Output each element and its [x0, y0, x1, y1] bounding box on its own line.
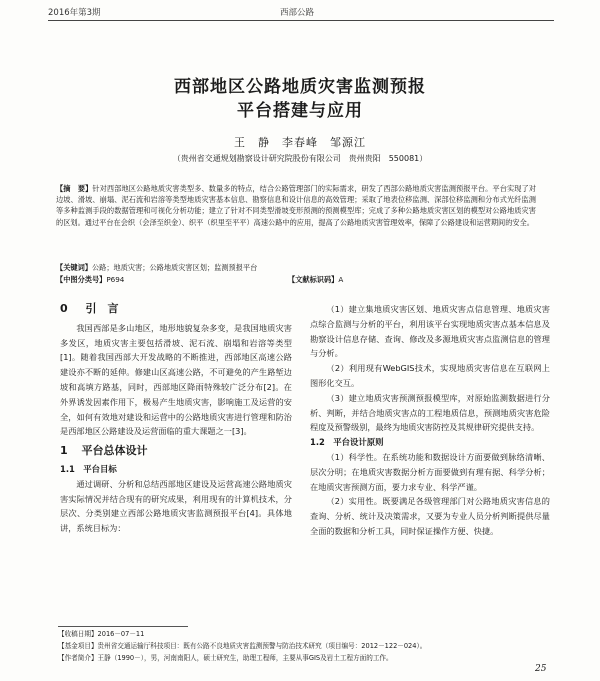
section-1-title: 平台总体设计	[81, 444, 148, 458]
clc-label: 【中图分类号】	[56, 275, 107, 284]
section-0-title: 引 言	[85, 302, 119, 315]
keywords-text: 公路；地质灾害；公路地质灾害区划；监测预报平台	[91, 263, 258, 272]
affiliation: （贵州省交通规划勘察设计研究院股份有限公司 贵州贵阳 550081）	[172, 154, 428, 163]
goal-item-2: （2）利用现有WebGIS技术，实现地质灾害信息在互联网上图形化交互。	[310, 363, 550, 388]
article-title-line1: 西部地区公路地质灾害监测预报	[174, 77, 426, 97]
page-number: 25	[535, 664, 547, 674]
header-rule	[48, 20, 554, 21]
principle-item-1: （1）科学性。在系统功能和数据设计方面要做到脉络清晰、层次分明；在地质灾害数据分析方面要做到有理有据、科学分析；在地质灾害预测方面，要力求专业、科学严谨。	[310, 451, 550, 492]
footnote-fund: 【基金项目】贵州省交通运输厅科技项目：既有公路不良地质灾害监测预警与防治技术研究（项目编号：2012－122－024）。	[58, 642, 427, 650]
classification-line	[56, 274, 536, 285]
abstract-label: 【摘 要】	[56, 184, 93, 193]
goal-item-3: （3）建立地质灾害预测预报模型库，对原始监测数据进行分析、判断，并结合地质灾害点的工程地质信息，预测地质灾害危险程度及预警级别，最终为地质灾害防控及其规律研究提供支持。	[310, 392, 550, 433]
section-1-1-paragraph: 通过调研、分析和总结西部地区建设及运营高速公路地质灾害实际情况并结合现有的研究成果，利用现有的计算机技术，分层次、分类别建立西部公路地质灾害监测预报平台[4]。具体地讲，系统目标为：	[60, 478, 292, 534]
footnote-received: 【收稿日期】2016－07－11	[58, 630, 145, 638]
intro-paragraph: 我国西部是多山地区，地形地貌复杂多变，是我国地质灾害多发区，地质灾害主要包括滑坡、泥石流、崩塌和岩溶等类型[1]。随着我国西部大开发战略的不断推进，西部地区高速公路建设亦不断的延伸。修建山区高速公路，不可避免的产生路堑边坡和高填方路基，同时，西部地区降雨特殊较广泛分布[2]。在外界诱发因素作用下，极易产生地质灾害，影响施工及运营的安全，如何有效地对建设和运营中的公路地质灾害进行管理和防治是西部地区公路建设及运营面临的重大课题之一[3]。	[60, 322, 292, 437]
section-1-2-title: 1.2 平台设计原则	[310, 437, 384, 448]
footnotes	[58, 628, 558, 664]
section-0-heading	[60, 302, 292, 317]
footnote-rule	[58, 626, 188, 627]
section-1-number: 1	[60, 444, 68, 458]
goal-item-1: （1）建立集地质灾害区划、地质灾害点信息管理、地质灾害点综合监测与分析的平台，利用该平台实现地质灾害点基本信息及勘察设计信息存储、查询、修改及多源地质灾害点监测信息的管理与分析。	[310, 304, 550, 359]
running-header-journal: 西部公路	[280, 8, 315, 18]
doc-code-value: A	[338, 275, 344, 284]
article-title-line2: 平台搭建与应用	[237, 101, 363, 121]
keywords	[56, 262, 536, 273]
principle-item-2: （2）实用性。既要满足各级管理部门对公路地质灾害信息的查询、分析、统计及决策需求，又要为专业人员分析判断提供尽量全面的数据和分析工具，同时保证操作方便、快捷。	[310, 496, 550, 536]
section-1-heading	[60, 444, 292, 459]
clc-value: P694	[106, 275, 125, 284]
running-header-issue: 2016年第3期	[48, 8, 101, 18]
doc-code-label: 【文献标识码】	[288, 275, 339, 284]
section-0-number: 0	[60, 302, 68, 315]
abstract-text: 针对西部地区公路地质灾害类型多、数量多的特点，结合公路管理部门的实际需求，研发了西部公路地质灾害监测预报平台。平台实现了对边坡、滑坡、崩塌、泥石流和岩溶等类型地质灾害基本信息、勘察信息和设计信息的高效管理；采取了地表位移监测、深部位移监测和分布式光纤监测等多种监测手段的数据管理和可视化分析功能；建立了针对不同类型滑坡变形预测的预测模型库；完成了多种公路地质灾害区划的模型对公路地质灾害的区划。通过平台在会织（会泽至织金）、织平（织里至平平）高速公路中的应用，提高了公路地质灾害管理效率，保障了公路建设和运营期间的安全。	[56, 184, 536, 227]
footnote-author-bio: 【作者简介】王静（1990－），男，河南南阳人，硕士研究生，助理工程师，主要从事GIS及岩土工程方面的工作。	[58, 654, 393, 662]
authors: 王 静 李春峰 邹源江	[234, 136, 366, 149]
keywords-label: 【关键词】	[56, 263, 92, 272]
doc-code	[288, 274, 343, 285]
abstract	[56, 183, 536, 228]
section-1-1-title: 1.1 平台目标	[60, 463, 117, 474]
left-column	[60, 302, 292, 536]
right-column	[310, 302, 550, 539]
